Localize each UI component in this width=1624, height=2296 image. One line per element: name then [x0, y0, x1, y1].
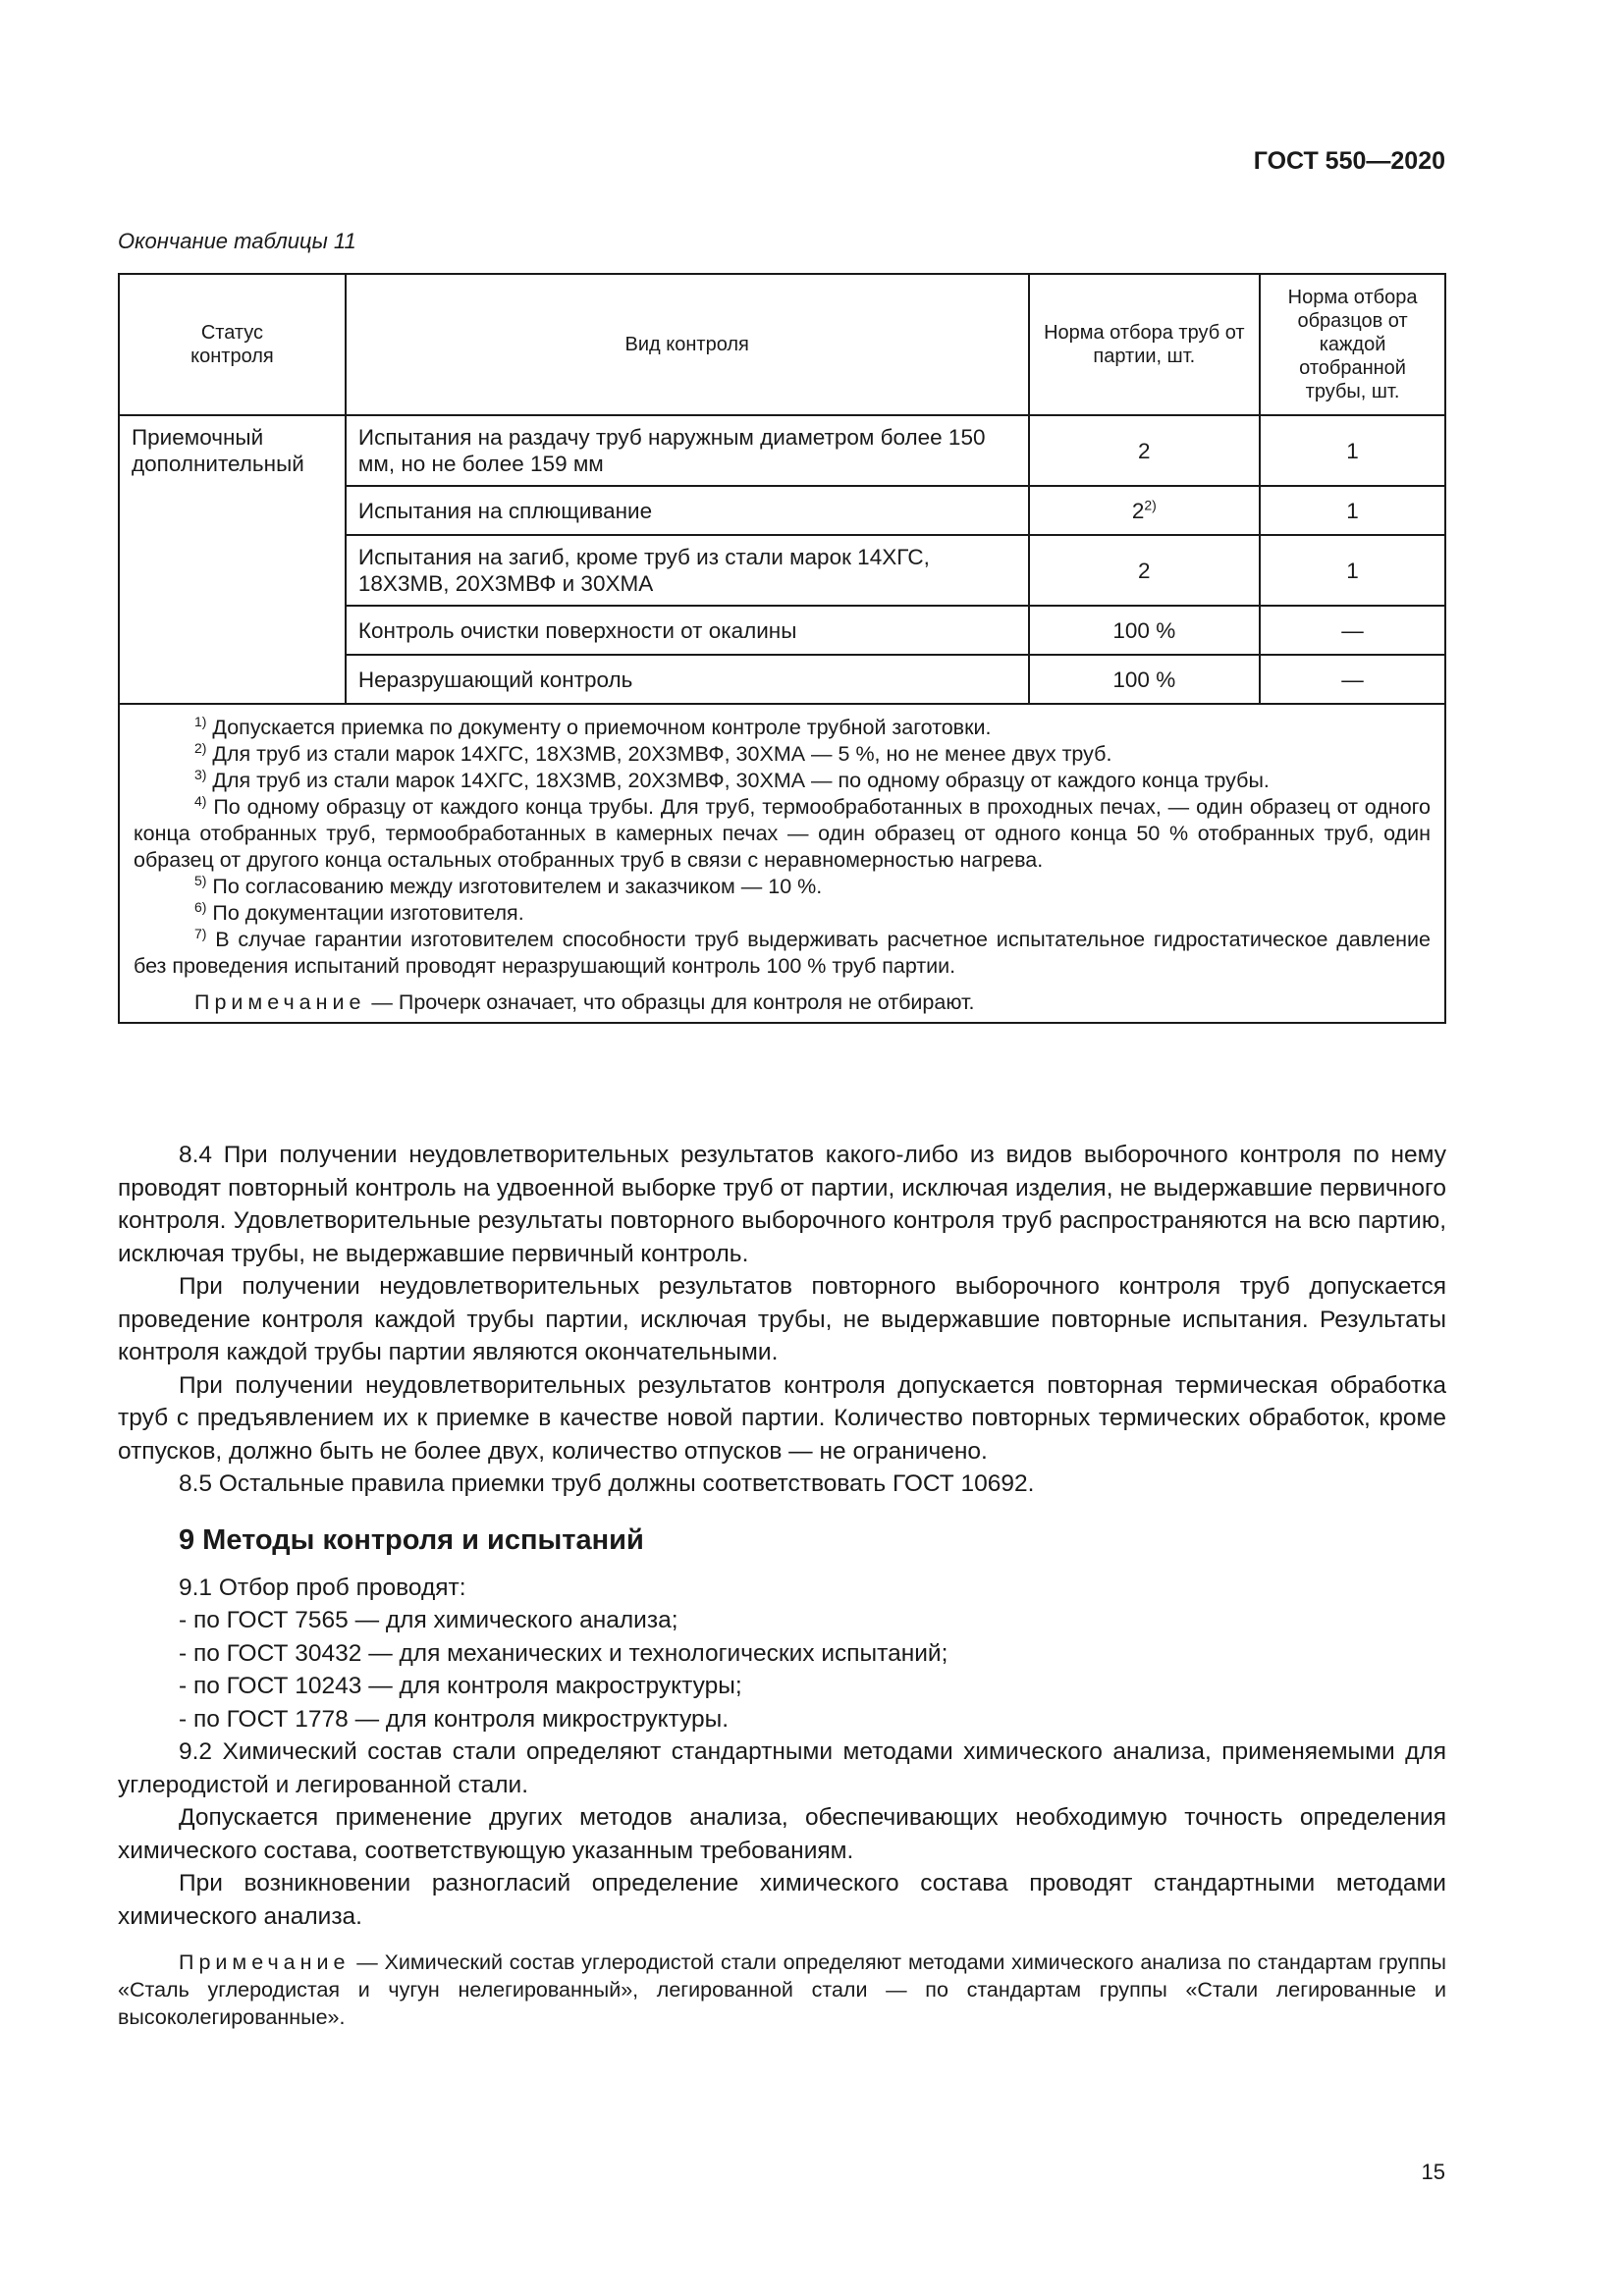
table-notes-row	[119, 704, 1445, 1023]
footnote-text: В случае гарантии изготовителем способности труб выдерживать расчетное испытательное гидростатическое давление без проведения испытаний проводят неразрушающий контроль 100 % труб партии.	[134, 928, 1431, 978]
kind-cell: Контроль очистки поверхности от окалины	[346, 606, 1029, 655]
note-text: — Прочерк означает, что образцы для контроля не отбирают.	[365, 990, 975, 1014]
footnote	[134, 874, 1431, 900]
note-label: Примечание	[179, 1950, 351, 1974]
footnote-mark: 1)	[194, 713, 207, 729]
paragraph: При получении неудовлетворительных результатов контроля допускается повторная термическая обработка труб с предъявлением их к приемке в качестве новой партии. Количество повторных термических обработок, кроме отпусков, должно быть не более двух, количество отпусков — не ограничено.	[118, 1371, 1446, 1465]
footnote-text: По согласованию между изготовителем и заказчиком — 10 %.	[206, 875, 823, 898]
footnote-mark: 5)	[194, 872, 207, 888]
kind-cell: Испытания на сплющивание	[346, 486, 1029, 535]
pipes-cell	[1029, 535, 1261, 606]
footnote-mark: 6)	[194, 898, 207, 915]
column-header-status: Статус контроля	[119, 274, 346, 415]
pipes-value: 2	[1138, 558, 1151, 583]
page-number: 15	[1421, 2160, 1445, 2184]
samples-cell: 1	[1260, 535, 1445, 606]
column-header-pipes: Норма отбора труб от партии, шт.	[1029, 274, 1261, 415]
paragraph-9-1: 9.1 Отбор проб проводят:	[179, 1574, 466, 1601]
pipes-cell	[1029, 655, 1261, 704]
samples-cell: 1	[1260, 486, 1445, 535]
footnote-mark: 7)	[194, 925, 207, 941]
kind-cell: Испытания на раздачу труб наружным диаметром более 150 мм, но не более 159 мм	[346, 415, 1029, 486]
table-note	[134, 989, 1431, 1016]
paragraph-8-4: 8.4 При получении неудовлетворительных результатов какого-либо из видов выборочного контроля по нему проводят повторный контроль на удвоенной выборке труб от партии, исключая изделия, не выдержавшие первичного контроля. Удовлетворительные результаты повторного выборочного контроля труб распространяются на всю партию, исключая трубы, не выдержавшие первичный контроль.	[118, 1142, 1446, 1267]
samples-cell: —	[1260, 606, 1445, 655]
footnote-text: Для труб из стали марок 14ХГС, 18Х3МВ, 20Х3МВФ, 30ХМА — 5 %, но не менее двух труб.	[206, 742, 1112, 766]
paragraph: Допускается применение других методов анализа, обеспечивающих необходимую точность определения химического состава, соответствующую указанным требованиям.	[118, 1804, 1446, 1864]
kind-cell: Неразрушающий контроль	[346, 655, 1029, 704]
table-11	[118, 273, 1446, 1024]
footnote	[134, 768, 1431, 794]
pipes-value: 2	[1131, 498, 1145, 523]
pipes-cell	[1029, 415, 1261, 486]
column-header-kind: Вид контроля	[346, 274, 1029, 415]
samples-cell: 1	[1260, 415, 1445, 486]
footnote	[134, 927, 1431, 980]
pipes-cell	[1029, 606, 1261, 655]
pipes-cell	[1029, 486, 1261, 535]
footnote-text: По документации изготовителя.	[206, 901, 524, 925]
footnote-mark: 4)	[194, 792, 207, 809]
list-item: - по ГОСТ 7565 — для химического анализа;	[179, 1607, 678, 1633]
list-item: - по ГОСТ 1778 — для контроля микроструктуры.	[179, 1705, 730, 1733]
paragraph-8-5: 8.5 Остальные правила приемки труб должны соответствовать ГОСТ 10692.	[179, 1470, 1035, 1497]
table-row	[119, 415, 1445, 486]
status-cell: Приемочный дополнительный	[119, 415, 346, 704]
footnote-mark: 2)	[194, 739, 207, 756]
paragraph: При возникновении разногласий определение химического состава проводят стандартными методами химического анализа.	[118, 1870, 1446, 1930]
kind-cell: Испытания на загиб, кроме труб из стали марок 14ХГС, 18Х3МВ, 20Х3МВФ и 30ХМА	[346, 535, 1029, 606]
paragraph: При получении неудовлетворительных результатов повторного выборочного контроля труб допускается проведение контроля каждой трубы партии, исключая трубы, не выдержавшие повторные испытания. Результаты контроля каждой трубы партии являются окончательными.	[118, 1273, 1446, 1365]
pipes-value: 2	[1138, 438, 1151, 463]
footnote-text: По одному образцу от каждого конца трубы. Для труб, термообработанных в проходных печах, — один образец от одного конца отобранных труб, термообработанных в камерных печах — один образец от одного конца 50 % отобранных труб, один образец от другого конца остальных отобранных труб в связи с неравномерностью нагрева.	[134, 795, 1431, 872]
footnote	[134, 900, 1431, 927]
table-footnotes	[119, 704, 1445, 1023]
table-caption: Окончание таблицы 11	[118, 229, 356, 253]
footnote-mark: 3)	[194, 766, 207, 782]
note-text: — Химический состав углеродистой стали определяют методами химического анализа по стандартам группы «Сталь углеродистая и чугун нелегированный», легированной стали — по стандартам группы «Стали легированные и высоколегированные».	[118, 1950, 1446, 2029]
column-header-samples: Норма отбора образцов от каждой отобранной трубы, шт.	[1260, 274, 1445, 415]
note-label: Примечание	[194, 990, 366, 1014]
list-item: - по ГОСТ 10243 — для контроля макроструктуры;	[179, 1673, 742, 1699]
table-header-row	[119, 274, 1445, 415]
section-9-title: 9 Методы контроля и испытаний	[179, 1523, 644, 1556]
document-code: ГОСТ 550—2020	[1253, 147, 1445, 175]
body-text	[118, 1139, 1446, 2031]
pipes-value: 100 %	[1112, 617, 1176, 643]
pipes-footnote-mark: 2)	[1144, 497, 1157, 512]
section-9-note	[118, 1949, 1446, 2031]
list-item: - по ГОСТ 30432 — для механических и технологических испытаний;	[179, 1639, 948, 1667]
footnote	[134, 715, 1431, 741]
footnote	[134, 794, 1431, 874]
pipes-value: 100 %	[1112, 667, 1176, 692]
footnote	[134, 741, 1431, 768]
footnote-text: Для труб из стали марок 14ХГС, 18Х3МВ, 20Х3МВФ, 30ХМА — по одному образцу от каждого конца трубы.	[206, 769, 1270, 792]
samples-cell: —	[1260, 655, 1445, 704]
paragraph-9-2: 9.2 Химический состав стали определяют стандартными методами химического анализа, применяемыми для углеродистой и легированной стали.	[118, 1738, 1446, 1798]
footnote-text: Допускается приемка по документу о приемочном контроле трубной заготовки.	[206, 716, 992, 739]
